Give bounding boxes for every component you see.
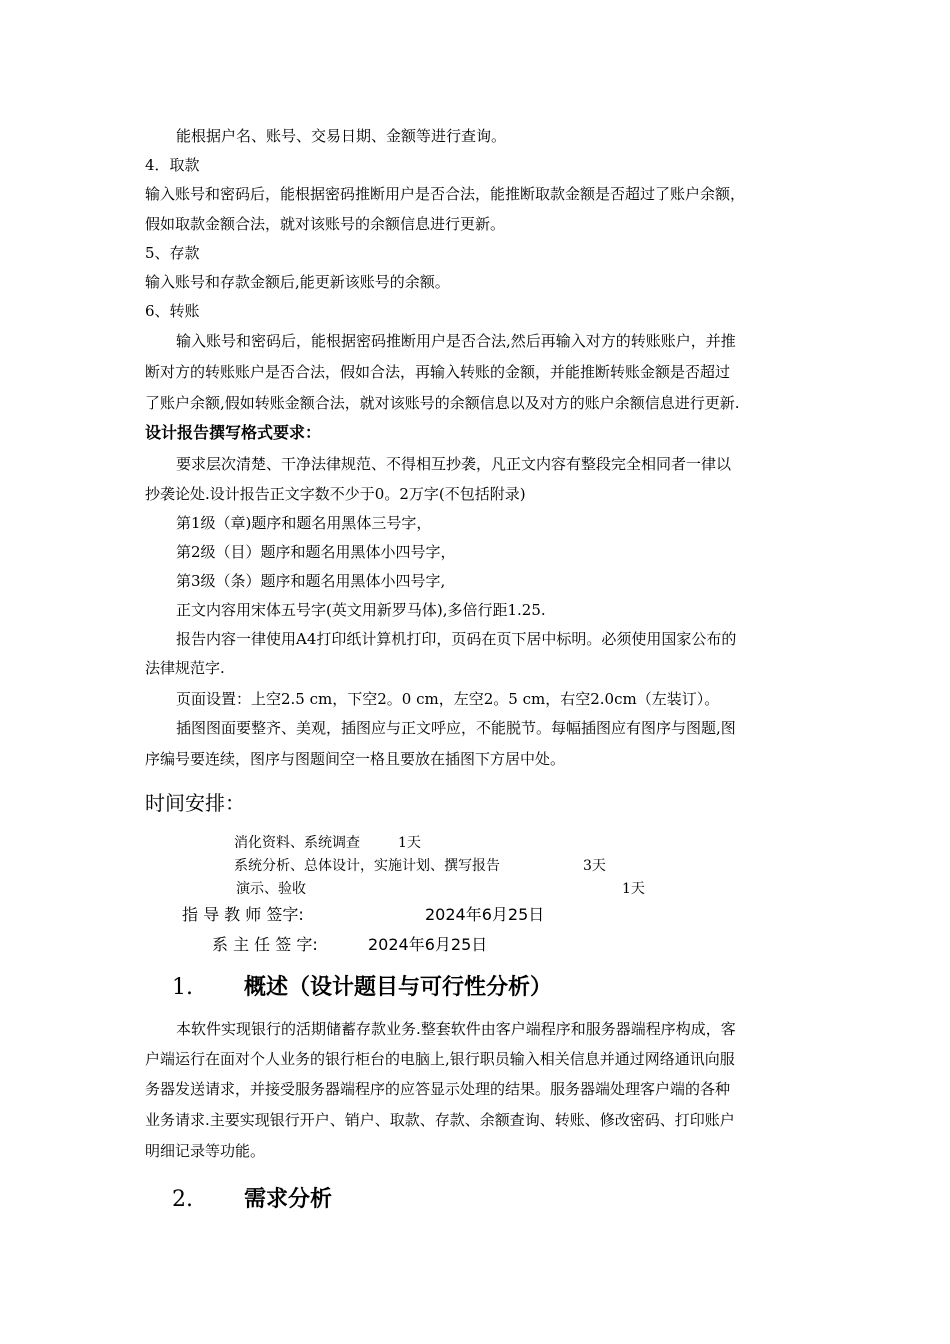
section-1-line: 明细记录等功能。	[145, 1142, 266, 1160]
section-1-line: 户端运行在面对个人业务的银行柜台的电脑上,银行职员输入相关信息并通过网络通讯向服	[145, 1050, 735, 1068]
withdraw-line: 输入账号和密码后，能根据密码推断用户是否合法，能推断取款金额是否超过了账户余额，	[145, 185, 746, 203]
format-line: 抄袭论处.设计报告正文字数不少于0。2万字(不包括附录)	[145, 485, 526, 503]
schedule-days: 1天	[398, 835, 421, 851]
format-line: 页面设置：上空2.5 cm，下空2。0 cm，左空2。5 cm，右空2.0cm（左装订）。	[176, 690, 720, 708]
query-paragraph: 能根据户名、账号、交易日期、金额等进行查询。	[176, 127, 507, 145]
schedule-task: 系统分析、总体设计，实施计划、撰写报告	[234, 858, 500, 874]
format-line: 序编号要连续，图序与图题间空一格且要放在插图下方居中处。	[145, 750, 566, 768]
section-1-line: 务器发送请求，并接受服务器端程序的应答显示处理的结果。服务器端处理客户端的各种	[145, 1080, 731, 1098]
withdraw-heading: 4．取款	[145, 156, 200, 174]
section-1-number: 1.	[172, 975, 193, 1000]
teacher-signature-label: 指 导 教 师 签字:	[182, 905, 304, 924]
format-heading: 设计报告撰写格式要求：	[145, 423, 322, 442]
section-2-number: 2.	[172, 1187, 193, 1212]
director-signature-label: 系 主 任 签 字:	[212, 935, 318, 954]
section-2-title: 需求分析	[244, 1187, 333, 1212]
schedule-task: 演示、验收	[236, 881, 306, 897]
format-line: 正文内容用宋体五号字(英文用新罗马体),多倍行距1.25.	[176, 601, 546, 619]
transfer-line: 输入账号和密码后，能根据密码推断用户是否合法,然后再输入对方的转账账户，并推	[176, 332, 736, 350]
deposit-line: 输入账号和存款金额后,能更新该账号的余额。	[145, 273, 450, 291]
format-line: 法律规范字.	[145, 659, 225, 677]
format-line: 第1级（章)题序和题名用黑体三号字，	[176, 514, 432, 532]
format-line: 插图图面要整齐、美观，插图应与正文呼应，不能脱节。每幅插图应有图序与图题,图	[176, 719, 736, 737]
section-1-line: 业务请求.主要实现银行开户、销户、取款、存款、余额查询、转账、修改密码、打印账户	[145, 1111, 735, 1129]
section-1-title: 概述（设计题目与可行性分析）	[244, 975, 553, 1000]
director-signature-date: 2024年6月25日	[368, 935, 488, 954]
format-line: 报告内容一律使用A4打印纸计算机打印，页码在页下居中标明。必须使用国家公布的	[176, 630, 737, 648]
section-1-heading	[172, 970, 552, 1001]
schedule-task: 消化资料、系统调查	[234, 835, 360, 851]
format-line: 第2级（目）题序和题名用黑体小四号字，	[176, 543, 456, 561]
format-line: 第3级（条）题序和题名用黑体小四号字,	[176, 572, 446, 590]
deposit-heading: 5、存款	[145, 244, 200, 262]
transfer-line: 了账户余额,假如转账金额合法，就对该账号的余额信息以及对方的账户余额信息进行更新.	[145, 394, 740, 412]
format-line: 要求层次清楚、干净法律规范、不得相互抄袭，凡正文内容有整段完全相同者一律以	[176, 455, 732, 473]
section-2-heading	[172, 1182, 332, 1213]
schedule-days: 1天	[622, 881, 645, 897]
transfer-heading: 6、转账	[145, 302, 200, 320]
teacher-signature-date: 2024年6月25日	[425, 905, 545, 924]
schedule-days: 3天	[583, 858, 606, 874]
schedule-heading: 时间安排：	[145, 791, 245, 815]
transfer-line: 断对方的转账账户是否合法，假如合法，再输入转账的金额，并能推断转账金额是否超过	[145, 363, 731, 381]
withdraw-line: 假如取款金额合法，就对该账号的余额信息进行更新。	[145, 215, 506, 233]
section-1-line: 本软件实现银行的活期储蓄存款业务.整套软件由客户端程序和服务器端程序构成，客	[176, 1020, 736, 1038]
